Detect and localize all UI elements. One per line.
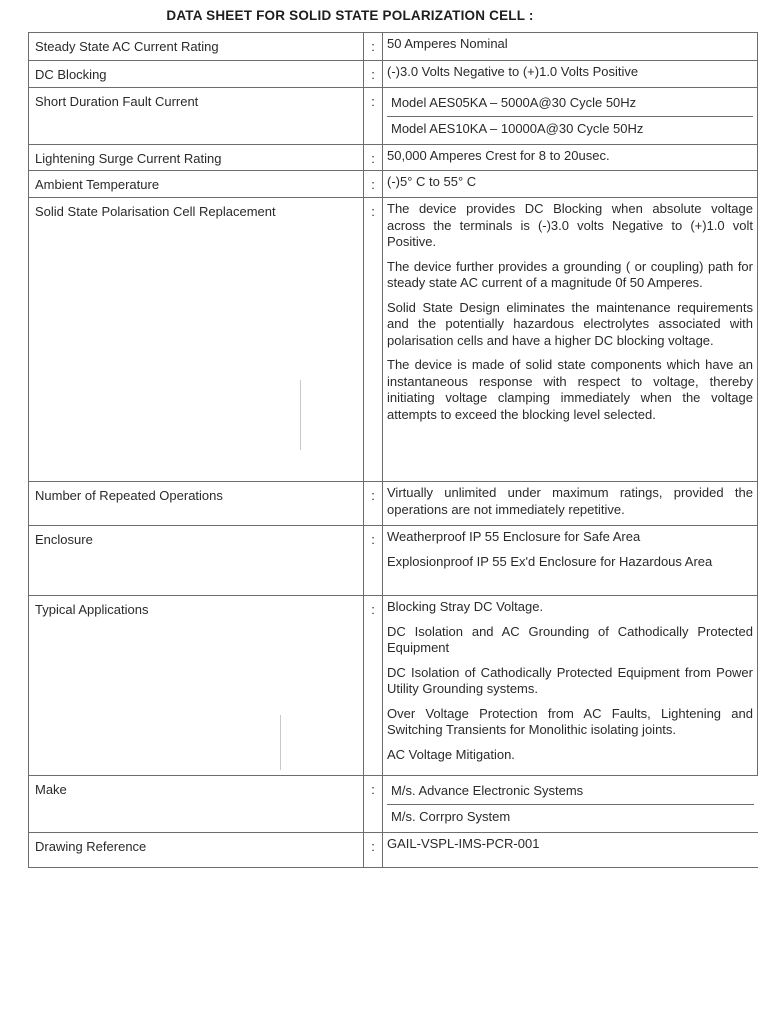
separator: : bbox=[364, 88, 383, 145]
value-text: Weatherproof IP 55 Enclosure for Safe Area bbox=[387, 529, 641, 544]
separator: : bbox=[364, 776, 383, 833]
table-row bbox=[29, 88, 758, 145]
separator: : bbox=[364, 198, 383, 482]
value-text: Model AES05KA – 5000A@30 Cycle 50Hz bbox=[387, 91, 753, 117]
separator: : bbox=[364, 171, 383, 198]
table-row bbox=[29, 482, 758, 526]
table-row bbox=[29, 33, 758, 61]
row-value bbox=[383, 596, 758, 776]
separator: : bbox=[364, 61, 383, 88]
row-value bbox=[383, 482, 758, 526]
separator: : bbox=[364, 833, 383, 868]
row-label: Drawing Reference bbox=[29, 833, 364, 868]
row-value bbox=[383, 171, 758, 198]
value-text: Over Voltage Protection from AC Faults, Lightening and Switching Transients for Monolithic isolating joints. bbox=[387, 705, 753, 737]
separator: : bbox=[364, 482, 383, 526]
row-label: Short Duration Fault Current bbox=[29, 88, 364, 145]
value-text: (-)3.0 Volts Negative to (+)1.0 Volts Positive bbox=[387, 64, 639, 79]
value-text: Model AES10KA – 10000A@30 Cycle 50Hz bbox=[391, 120, 644, 136]
separator: : bbox=[364, 526, 383, 596]
row-label: Make bbox=[29, 776, 364, 833]
value-text: 50 Amperes Nominal bbox=[387, 36, 508, 51]
row-label: Solid State Polarisation Cell Replacement bbox=[29, 198, 364, 482]
value-text: The device provides DC Blocking when absolute voltage across the terminals is (-)3.0 volts Negative to (+)1.0 volt Positive. bbox=[387, 201, 753, 249]
value-text: Explosionproof IP 55 Ex'd Enclosure for Hazardous Area bbox=[387, 553, 713, 569]
value-text: Virtually unlimited under maximum ratings, provided the operations are not immediately repetitive. bbox=[387, 485, 753, 517]
row-value bbox=[383, 198, 758, 482]
value-text: M/s. Corrpro System bbox=[391, 808, 511, 824]
row-value bbox=[383, 776, 758, 833]
scan-mark bbox=[280, 715, 281, 770]
table-row bbox=[29, 171, 758, 198]
value-text: DC Isolation of Cathodically Protected Equipment from Power Utility Grounding systems. bbox=[387, 664, 753, 696]
row-label: Enclosure bbox=[29, 526, 364, 596]
row-value bbox=[383, 833, 758, 868]
value-text: DC Isolation and AC Grounding of Cathodically Protected Equipment bbox=[387, 623, 753, 655]
separator: : bbox=[364, 33, 383, 61]
row-label: Typical Applications bbox=[29, 596, 364, 776]
value-text: Blocking Stray DC Voltage. bbox=[387, 599, 544, 614]
row-value bbox=[383, 61, 758, 88]
value-text: (-)5° C to 55° C bbox=[387, 174, 477, 189]
value-text: AC Voltage Mitigation. bbox=[387, 746, 515, 762]
table-row bbox=[29, 596, 758, 776]
separator: : bbox=[364, 145, 383, 171]
table-row bbox=[29, 776, 758, 833]
document-title: DATA SHEET FOR SOLID STATE POLARIZATION CELL : bbox=[166, 8, 534, 23]
row-label: Number of Repeated Operations bbox=[29, 482, 364, 526]
table-row bbox=[29, 526, 758, 596]
datasheet-table bbox=[28, 32, 758, 868]
separator: : bbox=[364, 596, 383, 776]
value-text: 50,000 Amperes Crest for 8 to 20usec. bbox=[387, 148, 610, 163]
row-value bbox=[383, 88, 758, 145]
row-value bbox=[383, 145, 758, 171]
row-value bbox=[383, 33, 758, 61]
value-text: Solid State Design eliminates the maintenance requirements and the potentially hazardous electrolytes associated with polarisation cells and have a higher DC blocking voltage. bbox=[387, 299, 753, 348]
row-label: Lightening Surge Current Rating bbox=[29, 145, 364, 171]
table-row bbox=[29, 198, 758, 482]
table-row bbox=[29, 61, 758, 88]
row-label: Ambient Temperature bbox=[29, 171, 364, 198]
table-row bbox=[29, 833, 758, 868]
table-row bbox=[29, 145, 758, 171]
value-text: M/s. Advance Electronic Systems bbox=[387, 779, 754, 805]
value-text: The device further provides a grounding ( or coupling) path for steady state AC current of a magnitude 0f 50 Amperes. bbox=[387, 258, 753, 290]
row-label: Steady State AC Current Rating bbox=[29, 33, 364, 61]
value-text: GAIL-VSPL-IMS-PCR-001 bbox=[387, 836, 540, 851]
row-value bbox=[383, 526, 758, 596]
row-label: DC Blocking bbox=[29, 61, 364, 88]
value-text: The device is made of solid state components which have an instantaneous response with respect to voltage, thereby initiating voltage clamping immediately when the voltage attempts to exceed the blocking level selected. bbox=[387, 357, 753, 422]
scan-mark bbox=[300, 380, 301, 450]
